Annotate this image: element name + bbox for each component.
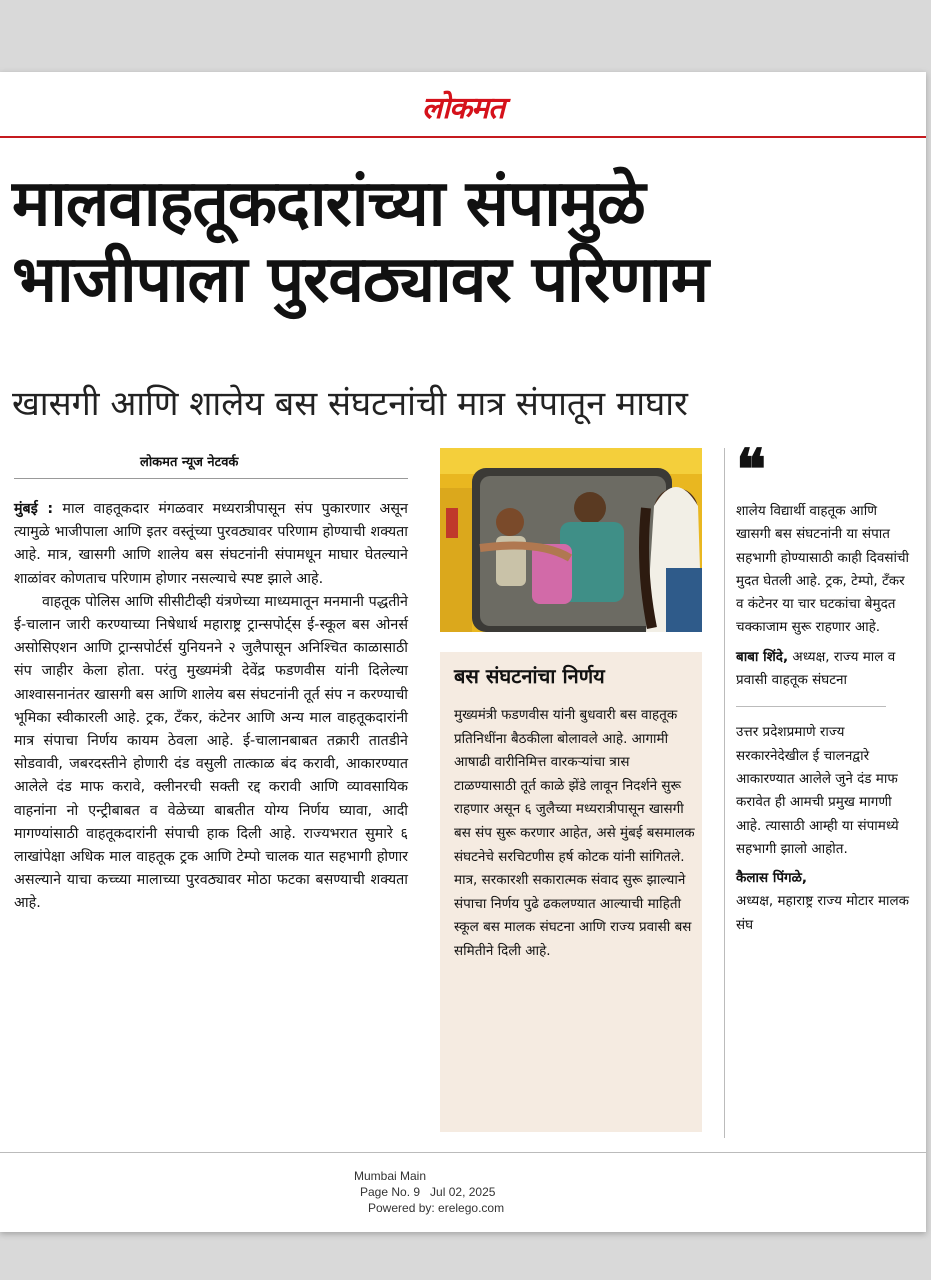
quote-1-author <box>736 646 914 693</box>
headline-line-1: मालवाहतूकदारांच्या संपामुळे <box>12 167 645 241</box>
quote-2-text: उत्तर प्रदेशप्रमाणे राज्य सरकारनेदेखील ई चालनद्वारे आकारण्यात आलेले जुने दंड माफ करावेत ही आमची प्रमुख मागणी आहे. त्यासाठी आम्ही या संपामध्ये सहभागी झालो आहोत. <box>736 724 899 857</box>
dateline: मुंबई : <box>14 501 54 517</box>
headline <box>12 166 912 318</box>
article-body <box>14 498 408 916</box>
quote-1-text: शालेय विद्यार्थी वाहतूक आणि खासगी बस संघटनांनी या संपात सहभागी होण्यासाठी काही दिवसांची मुदत घेतली आहे. ट्रक, टेम्पो, टँकर व कंटेनर या चार घटकांचा बेमुदत चक्काजाम सुरू राहणार आहे. <box>736 503 910 636</box>
article-photo <box>440 448 702 632</box>
masthead <box>0 72 926 136</box>
article-paragraph-2: वाहतूक पोलिस आणि सीसीटीव्ही यंत्रणेच्या माध्यमातून मनमानी पद्धतीने ई-चालान जारी करण्याच्या निषेधार्थ महाराष्ट्र ट्रान्सपोर्ट्स ई-स्कूल बस ओनर्स असोसिएशन आणि ट्रान्सपोर्टर्स युनियनने २ जुलैपासून अनिश्चित काळासाठी संप जाहीर केला होता. परंतु मुख्यमंत्री देवेंद्र फडणवीस यांनी दिलेल्या आश्वासनानंतर खासगी बस आणि शालेय बस संघटनांनी तूर्त संप न करण्याची भूमिका स्वीकारली आहे. ट्रक, टँकर, कंटेनर आणि अन्य माल वाहतूकदारांनी मात्र संपाचा निर्णय कायम ठेवला आहे. ई-चालानबाबत तक्रारी तातडीने सोडवावी, जबरदस्तीने होणारी दंड वसुली तात्काळ बंद करावी, आकारण्यात आलेले दंड माफ करावे, क्लीनरची सक्ती रद्द करावी आणि व्यावसायिक वाहनांना नो एन्ट्रीबाबत व वेळेच्या बाबतीत योग्य निर्णय घ्यावा, आदी मागण्यांसाठी वाहतूकदारांनी संपाची हाक दिली आहे. राज्यभरात सुमारे ६ लाखांपेक्षा अधिक माल वाहतूक ट्रक आणि टेम्पो चालक यात सहभागी होणार असल्याने याचा कच्च्या मालाच्या पुरवठ्यावर मोठा फटका बसण्याची शक्यता आहे. <box>14 593 408 912</box>
school-bus-photo <box>440 448 702 632</box>
masthead-divider <box>0 136 926 138</box>
quotes-column <box>736 437 914 937</box>
quote-mark-icon: ❝ <box>736 437 767 503</box>
sidebar-box-title: बस संघटनांचा निर्णय <box>454 664 605 688</box>
headline-line-2: भाजीपाला पुरवठ्यावर परिणाम <box>12 243 709 317</box>
newspaper-page <box>0 72 926 1232</box>
footer-powered-by: Powered by: erelego.com <box>368 1201 505 1215</box>
paragraph-1-text: माल वाहतूकदार मंगळवार मध्यरात्रीपासून संप पुकारणार असून त्यामुळे भाजीपाला आणि इतर वस्तूंच्या पुरवठ्यावर परिणाम होण्याची शक्यता आहे. मात्र, खासगी आणि शालेय बस संघटनांनी संपामधून माघार घेतल्याने शाळांवर कोणताच परिणाम होणार नसल्याचे स्पष्ट झाले आहे. <box>14 501 408 587</box>
subheadline: खासगी आणि शालेय बस संघटनांची मात्र संपातून माघार <box>12 384 688 424</box>
footer-page-date: Page No. 9 Jul 02, 2025 <box>360 1185 496 1199</box>
quote-1-author-name: बाबा शिंदे, <box>736 648 789 665</box>
quote-2-author-name: कैलास पिंगळे, <box>736 870 807 887</box>
footer-edition: Mumbai Main <box>354 1169 427 1183</box>
article-paragraph-1 <box>14 498 408 591</box>
footer-divider <box>0 1152 926 1153</box>
quote-1-author-title: अध्यक्ष, राज्य माल व प्रवासी वाहतूक संघटना <box>736 648 896 689</box>
byline: लोकमत न्यूज नेटवर्क <box>140 455 239 470</box>
lokmat-logo: लोकमत <box>421 91 505 126</box>
byline-divider <box>14 478 408 479</box>
quote-2-author <box>736 867 914 937</box>
page-footer <box>350 1168 550 1216</box>
column-divider <box>724 448 725 1138</box>
sidebar-box <box>440 652 702 1132</box>
quote-separator <box>736 706 886 707</box>
quote-2-author-title: अध्यक्ष, महाराष्ट्र राज्य मोटार मालक संघ <box>736 893 910 933</box>
sidebar-box-text: मुख्यमंत्री फडणवीस यांनी बुधवारी बस वाहतूक प्रतिनिधींना बैठकीला बोलावले आहे. आगामी आषाढी वारीनिमित्त वारकऱ्यांचा त्रास टाळण्यासाठी तूर्त काळे झेंडे लावून निदर्शने सुरू राहणार असून ६ जुलैच्या मध्यरात्रीपासून खासगी बस संप सुरू करणार आहेत, असे मुंबई बसमालक संघटनेचे सरचिटणीस हर्ष कोटक यांनी सांगितले. मात्र, सरकारशी सकारात्मक संवाद सुरू झाल्याने संपाचा निर्णय पुढे ढकलण्यात आल्याची माहिती स्कूल बस मालक संघटना आणि राज्य प्रवासी बस समितीने दिली आहे. <box>454 707 695 959</box>
